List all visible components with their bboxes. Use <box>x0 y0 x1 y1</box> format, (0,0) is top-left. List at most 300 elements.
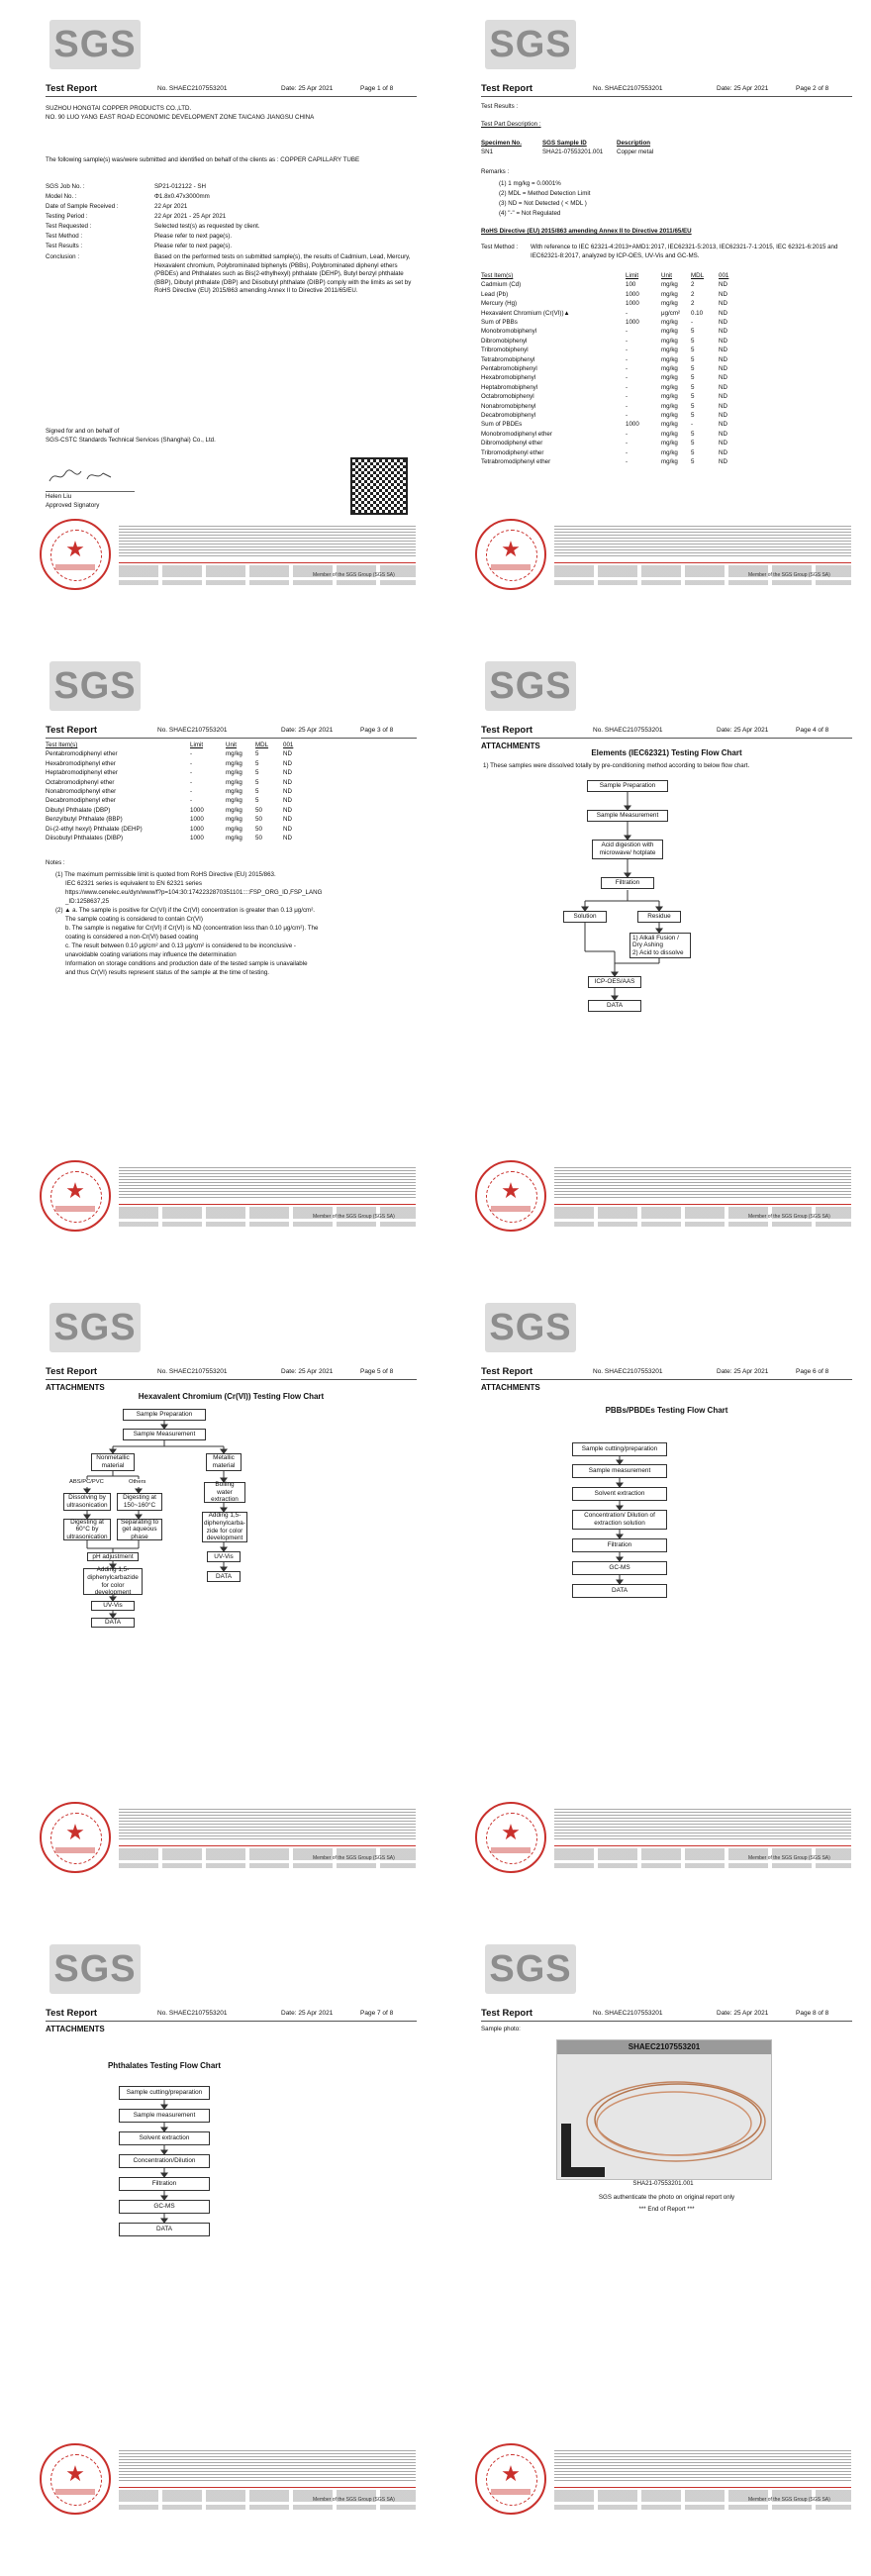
report-number: No. SHAEC2107553201 <box>593 2010 663 2017</box>
table-cell: 1000 <box>190 835 204 842</box>
table-row <box>481 383 852 392</box>
table-cell: Hexabromodiphenyl ether <box>46 759 116 767</box>
table-cell: mg/kg <box>661 402 678 410</box>
table-cell: mg/kg <box>661 365 678 372</box>
table-cell: Octabromodiphenyl ether <box>46 778 115 786</box>
table-cell: ND <box>719 300 727 308</box>
table-cell: mg/kg <box>226 750 242 758</box>
signatory-name: Helen Liu <box>46 493 72 500</box>
table-cell: - <box>626 393 629 401</box>
page-footer <box>40 2443 421 2523</box>
note-line: (1) The maximum permissible limit is quoted from RoHS Directive (EU) 2015/863. <box>55 871 276 878</box>
table-cell: Sum of PBDEs <box>481 421 523 429</box>
report-page-2 <box>461 0 867 624</box>
table-cell: 1000 <box>190 816 204 824</box>
table-row <box>481 309 852 318</box>
note-line: _ID:1258637,25 <box>65 898 110 905</box>
table-cell: mg/kg <box>226 778 242 786</box>
column-header: MDL <box>255 742 269 748</box>
table-cell: ND <box>719 290 727 298</box>
table-cell: ND <box>283 769 292 777</box>
end-of-report: *** End of Report *** <box>638 2206 695 2213</box>
table-cell: - <box>626 448 629 456</box>
table-cell: 5 <box>691 328 695 336</box>
table-cell: ND <box>283 797 292 805</box>
table-row <box>46 825 417 834</box>
note-line: (2) ▲ a. The sample is positive for Cr(VI) if the Cr(VI) concentration is greater than 0.13 μg/cm². <box>55 907 315 914</box>
table-cell: 5 <box>255 797 259 805</box>
table-cell: Decabromobiphenyl <box>481 412 536 419</box>
report-number: No. SHAEC2107553201 <box>593 1368 663 1375</box>
table-cell: ND <box>719 355 727 363</box>
column-header: Unit <box>661 272 673 279</box>
photo-caption: SHA21-07553201.001 <box>632 2180 694 2187</box>
table-cell: - <box>626 458 629 465</box>
column-header: Limit <box>626 272 639 279</box>
table-cell: 5 <box>691 347 695 354</box>
note-line: The sample coating is considered to contain Cr(VI) <box>65 916 203 923</box>
flow-box: DATA <box>207 1571 241 1582</box>
table-row <box>481 318 852 327</box>
table-cell: Pentabromodiphenyl ether <box>46 750 118 758</box>
remark: (3) ND = Not Detected ( < MDL ) <box>499 200 587 207</box>
table-cell: mg/kg <box>661 347 678 354</box>
page-header <box>481 2008 852 2020</box>
company-seal: ★ <box>475 1802 546 1873</box>
header-rule <box>46 738 417 739</box>
table-cell: Nonabromobiphenyl <box>481 402 536 410</box>
report-number: No. SHAEC2107553201 <box>157 727 228 734</box>
table-cell: mg/kg <box>226 825 242 833</box>
table-cell: 2 <box>691 300 695 308</box>
signed-line-2: SGS-CSTC Standards Technical Services (Shanghai) Co., Ltd. <box>46 437 216 444</box>
table-cell: Hexabromobiphenyl <box>481 374 536 382</box>
flow-box: Sample cutting/preparation <box>119 2086 210 2100</box>
table-cell: ND <box>719 337 727 345</box>
table-cell: ND <box>719 347 727 354</box>
column-header: Unit <box>226 742 238 748</box>
table-cell: 5 <box>691 383 695 391</box>
field-label: Test Method : <box>46 233 83 240</box>
page-number: Page 2 of 8 <box>796 85 829 92</box>
page-number: Page 5 of 8 <box>360 1368 394 1375</box>
sgs-member-note: Member of the SGS Group (SGS SA) <box>313 1855 395 1861</box>
table-cell: mg/kg <box>661 412 678 419</box>
column-header: Limit <box>190 742 204 748</box>
remark: (4) "-" = Not Regulated <box>499 210 561 217</box>
table-cell: mg/kg <box>661 421 678 429</box>
report-title: Test Report <box>46 2008 98 2019</box>
field-label: Test Results : <box>46 243 83 249</box>
table-cell: 0.10 <box>691 309 704 317</box>
report-number: No. SHAEC2107553201 <box>157 85 228 92</box>
report-page-8 <box>461 1925 867 2548</box>
note-line: coating is considered a non-Cr(VI) based coating <box>65 934 199 941</box>
table-cell: 5 <box>691 440 695 447</box>
table-cell: Heptabromodiphenyl ether <box>46 769 118 777</box>
table-row <box>481 337 852 346</box>
flow-box: Residue <box>637 911 681 923</box>
results-table <box>46 741 417 849</box>
table-cell: 5 <box>255 750 259 758</box>
table-cell: mg/kg <box>226 769 242 777</box>
table-cell: ND <box>719 328 727 336</box>
table-cell: ND <box>719 440 727 447</box>
table-cell: 5 <box>255 788 259 795</box>
flow-box: UV-Vis <box>91 1601 135 1611</box>
flow-box: Sample Measurement <box>587 810 668 822</box>
table-cell: Benzylbutyl Phthalate (BBP) <box>46 816 123 824</box>
page-number: Page 6 of 8 <box>796 1368 829 1375</box>
table-cell: 5 <box>691 430 695 438</box>
company-seal: ★ <box>475 2443 546 2515</box>
flow-box: Adding 1,5-diphenylcarbazide for color development <box>83 1568 143 1595</box>
table-cell: - <box>190 759 193 767</box>
report-number: No. SHAEC2107553201 <box>593 85 663 92</box>
attachments-heading: ATTACHMENTS <box>481 1383 540 1392</box>
flow-box: UV-Vis <box>207 1551 241 1562</box>
table-cell: Mercury (Hg) <box>481 300 518 308</box>
header-rule <box>481 96 852 97</box>
table-cell: 50 <box>255 816 262 824</box>
report-title: Test Report <box>481 725 533 736</box>
table-row <box>481 402 852 411</box>
table-cell: 1000 <box>190 806 204 814</box>
sgs-member-note: Member of the SGS Group (SGS SA) <box>748 1855 830 1861</box>
report-date: Date: 25 Apr 2021 <box>717 2010 769 2017</box>
flow-box: DATA <box>119 2223 210 2236</box>
table-row <box>46 815 417 824</box>
table-row <box>46 796 417 805</box>
table-row <box>481 411 852 420</box>
table-row <box>481 439 852 447</box>
table-row <box>481 392 852 401</box>
report-date: Date: 25 Apr 2021 <box>717 85 769 92</box>
flow-box: Sample cutting/preparation <box>572 1442 667 1456</box>
attachments-heading: ATTACHMENTS <box>46 2025 105 2033</box>
table-cell: 5 <box>691 355 695 363</box>
table-cell: 1000 <box>626 290 639 298</box>
table-cell: mg/kg <box>661 458 678 465</box>
flow-box: ICP-OES/AAS <box>588 976 641 988</box>
signed-line-1: Signed for and on behalf of <box>46 428 120 435</box>
col-header: Description <box>617 140 651 147</box>
table-row <box>481 448 852 457</box>
page-footer <box>475 519 856 598</box>
sgs-logo: SGS <box>49 1303 141 1352</box>
table-cell: Octabromobiphenyl <box>481 393 534 401</box>
authenticate-note: SGS authenticate the photo on original report only <box>598 2194 735 2201</box>
table-cell: - <box>626 347 629 354</box>
table-cell: 5 <box>691 365 695 372</box>
table-cell: mg/kg <box>661 300 678 308</box>
sgs-logo: SGS <box>485 20 576 69</box>
sample-photo <box>556 2039 772 2180</box>
sgs-logo: SGS <box>485 661 576 711</box>
table-cell: 5 <box>255 759 259 767</box>
table-row <box>481 430 852 439</box>
report-page-5 <box>26 1283 432 1907</box>
table-cell: 5 <box>691 374 695 382</box>
signature-rule <box>46 491 135 492</box>
header-rule <box>481 2021 852 2022</box>
page-header <box>46 725 417 737</box>
page-number: Page 1 of 8 <box>360 85 394 92</box>
table-cell: Tribromobiphenyl <box>481 347 529 354</box>
report-date: Date: 25 Apr 2021 <box>717 1368 769 1375</box>
company-seal: ★ <box>40 1802 111 1873</box>
header-rule <box>46 96 417 97</box>
column-header: Test Item(s) <box>481 272 514 279</box>
client-address: NO. 90 LUO YANG EAST ROAD ECONOMIC DEVELOPMENT ZONE TAICANG JIANGSU CHINA <box>46 114 315 121</box>
flow-box: Concentration/Dilution <box>119 2154 210 2168</box>
col-header: SGS Sample ID <box>542 140 587 147</box>
table-row <box>46 778 417 787</box>
table-cell: 2 <box>691 281 695 289</box>
flow-box: pH adjustment <box>87 1552 139 1561</box>
note-line: https://www.cenelec.eu/dyn/www/f?p=104:30:1742232870351101::::FSP_ORG_ID,FSP_LANG <box>65 889 323 896</box>
table-cell: 5 <box>691 448 695 456</box>
table-cell: ND <box>719 309 727 317</box>
flow-box: Digesting at 60°C by ultrasonication <box>63 1519 111 1540</box>
page-footer <box>475 2443 856 2523</box>
flow-box: Solution <box>563 911 607 923</box>
table-cell: - <box>190 797 193 805</box>
sgs-member-note: Member of the SGS Group (SGS SA) <box>748 572 830 578</box>
client-company: SUZHOU HONGTAI COPPER PRODUCTS CO.,LTD. <box>46 105 192 112</box>
table-cell: 5 <box>691 393 695 401</box>
company-seal: ★ <box>40 519 111 590</box>
sgs-logo: SGS <box>485 1944 576 1994</box>
table-row <box>481 280 852 289</box>
page-footer <box>40 519 421 598</box>
table-cell: 1000 <box>626 300 639 308</box>
sample-intro: The following sample(s) was/were submitted and identified on behalf of the clients as : COPPER CAPILLARY TUBE <box>46 156 360 163</box>
field-value: Please refer to next page(s). <box>154 243 233 249</box>
page-footer <box>40 1160 421 1239</box>
table-cell: ND <box>719 383 727 391</box>
sgs-member-note: Member of the SGS Group (SGS SA) <box>748 1214 830 1220</box>
table-cell: ND <box>719 458 727 465</box>
photo-label: SHAEC2107553201 <box>628 2042 701 2051</box>
report-title: Test Report <box>481 1366 533 1377</box>
table-cell: Sum of PBBs <box>481 319 518 326</box>
company-seal: ★ <box>475 519 546 590</box>
flow-box: Digesting at 150~160°C <box>117 1493 162 1511</box>
report-title: Test Report <box>481 83 533 94</box>
table-cell: mg/kg <box>226 816 242 824</box>
table-cell: 5 <box>691 337 695 345</box>
report-title: Test Report <box>46 1366 98 1377</box>
report-date: Date: 25 Apr 2021 <box>717 727 769 734</box>
footer-disclaimer <box>119 525 416 558</box>
attachments-heading: ATTACHMENTS <box>46 1383 105 1392</box>
results-table <box>481 271 852 469</box>
table-cell: ND <box>719 430 727 438</box>
note-line: IEC 62321 series is equivalent to EN 62321 series <box>65 880 202 887</box>
sgs-member-note: Member of the SGS Group (SGS SA) <box>313 2497 395 2503</box>
note-line: Information on storage conditions and production date of the tested sample is unavailable <box>65 960 308 967</box>
flow-box: Metallic material <box>206 1453 242 1471</box>
table-cell: - <box>626 440 629 447</box>
flow-chart-title: Phthalates Testing Flow Chart <box>107 2061 222 2070</box>
table-row <box>481 457 852 466</box>
flow-box: Filtration <box>572 1538 667 1552</box>
table-cell: Monobromodiphenyl ether <box>481 430 552 438</box>
conclusion-text: Based on the performed tests on submitted sample(s), the results of Cadmium, Lead, Mercury, Hexavalent chromium, Polybrominated biphenyls (PBBs), Polybrominated diphenyl ethers (PBDEs) and Phthalates such as Bis(2-ethylhexyl) phthalate (DEHP), Butyl benzyl phthalate (BBP), Dibutyl phthalate (DBP) and Diisobutyl phthalate (DIBP) comply with the limits as set by RoHS Directive (EU) 2015/863 amending Annex II to Directive 2011/65/EU. <box>154 253 412 295</box>
table-header-row <box>481 271 852 280</box>
flow-box: DATA <box>588 1000 641 1012</box>
sgs-member-note: Member of the SGS Group (SGS SA) <box>313 572 395 578</box>
table-cell: 100 <box>626 281 636 289</box>
company-seal: ★ <box>40 1160 111 1232</box>
table-cell: ND <box>719 281 727 289</box>
remark: (1) 1 mg/kg = 0.0001% <box>499 180 561 187</box>
table-row <box>481 299 852 308</box>
remarks-label: Remarks : <box>481 168 510 175</box>
table-cell: ND <box>719 412 727 419</box>
table-cell: 50 <box>255 825 262 833</box>
report-date: Date: 25 Apr 2021 <box>281 727 334 734</box>
table-cell: ND <box>283 816 292 824</box>
report-page-7 <box>26 1925 432 2548</box>
table-cell: mg/kg <box>226 835 242 842</box>
report-date: Date: 25 Apr 2021 <box>281 2010 334 2017</box>
sgs-member-note: Member of the SGS Group (SGS SA) <box>313 1214 395 1220</box>
branch-label: Others <box>129 1479 146 1485</box>
table-row <box>481 355 852 364</box>
flow-box: DATA <box>91 1618 135 1628</box>
table-cell: 5 <box>691 412 695 419</box>
table-cell: mg/kg <box>661 290 678 298</box>
table-cell: ND <box>283 788 292 795</box>
flow-box: Sample Preparation <box>587 780 668 792</box>
notes-label: Notes : <box>46 859 65 866</box>
column-header: MDL <box>691 272 705 279</box>
flow-box: GC-MS <box>572 1561 667 1575</box>
table-cell: - <box>190 778 193 786</box>
table-cell: - <box>691 319 694 326</box>
flow-box: 1) Alkali Fusion / Dry Ashing 2) Acid to dissolve <box>629 933 691 958</box>
table-cell: Tribromodiphenyl ether <box>481 448 544 456</box>
company-seal: ★ <box>40 2443 111 2515</box>
field-value: 22 Apr 2021 <box>154 203 188 210</box>
table-cell: - <box>190 769 193 777</box>
table-row <box>481 420 852 429</box>
flow-box: Acid digestion with microwave/ hotplate <box>592 840 663 859</box>
table-cell: - <box>626 309 629 317</box>
flow-box: DATA <box>572 1584 667 1598</box>
table-cell: - <box>626 355 629 363</box>
table-cell: 1000 <box>626 421 639 429</box>
table-cell: Heptabromobiphenyl <box>481 383 538 391</box>
table-cell: ND <box>719 365 727 372</box>
sgs-logo: SGS <box>49 1944 141 1994</box>
table-cell: - <box>626 374 629 382</box>
table-cell: mg/kg <box>661 374 678 382</box>
table-row <box>46 749 417 758</box>
table-cell: Tetrabromobiphenyl <box>481 355 535 363</box>
column-header: 001 <box>719 272 729 279</box>
table-cell: Dibromobiphenyl <box>481 337 528 345</box>
branch-label: ABS/PC/PVC <box>69 1479 104 1485</box>
page-footer <box>475 1802 856 1881</box>
table-cell: Di-(2-ethyl hexyl) Phthalate (DEHP) <box>46 825 143 833</box>
table-header-row <box>46 741 417 749</box>
table-row <box>46 834 417 842</box>
table-cell: ND <box>283 825 292 833</box>
table-row <box>46 806 417 815</box>
table-cell: ND <box>283 835 292 842</box>
flow-box: Boiling water extraction <box>204 1482 245 1503</box>
table-cell: - <box>691 421 694 429</box>
table-cell: ND <box>719 393 727 401</box>
page-number: Page 4 of 8 <box>796 727 829 734</box>
table-cell: 5 <box>255 769 259 777</box>
rohs-title: RoHS Directive (EU) 2015/863 amending Annex II to Directive 2011/65/EU <box>481 228 692 235</box>
flow-box: Concentration/ Dilution of extraction solution <box>572 1510 667 1530</box>
table-cell: μg/cm² <box>661 309 681 317</box>
table-cell: Tetrabromodiphenyl ether <box>481 458 551 465</box>
report-title: Test Report <box>46 83 98 94</box>
table-cell: ND <box>719 374 727 382</box>
table-row <box>481 373 852 382</box>
results-label: Test Results : <box>481 103 519 110</box>
report-number: No. SHAEC2107553201 <box>157 2010 228 2017</box>
table-cell: - <box>190 788 193 795</box>
table-row <box>481 364 852 373</box>
note-line: c. The result between 0.10 μg/cm² and 0.13 μg/cm² is considered to be inconclusive - <box>65 942 296 949</box>
table-cell: ND <box>283 778 292 786</box>
column-header: Test Item(s) <box>46 742 78 748</box>
col-header: Specimen No. <box>481 140 522 147</box>
table-cell: Diisobutyl Phthalates (DIBP) <box>46 835 124 842</box>
report-date: Date: 25 Apr 2021 <box>281 1368 334 1375</box>
note-line: b. The sample is negative for Cr(VI) if Cr(VI) is ND (concentration less than 0.10 μg/cm²). The <box>65 925 319 932</box>
sample-photo-label: Sample photo: <box>481 2026 521 2032</box>
sgs-logo: SGS <box>49 661 141 711</box>
table-cell: Decabromodiphenyl ether <box>46 797 116 805</box>
table-cell: - <box>626 430 629 438</box>
report-page-4 <box>461 642 867 1265</box>
flow-box: Sample Measurement <box>123 1429 206 1440</box>
field-label: Model No. : <box>46 193 77 200</box>
table-cell: Monobromobiphenyl <box>481 328 537 336</box>
signature <box>48 465 117 487</box>
table-cell: mg/kg <box>226 797 242 805</box>
table-cell: Hexavalent Chromium (Cr(VI))▲ <box>481 309 570 317</box>
method-label: Test Method : <box>481 244 519 250</box>
table-cell: 50 <box>255 835 262 842</box>
table-row <box>46 759 417 768</box>
conclusion-label: Conclusion : <box>46 253 80 260</box>
field-value: 22 Apr 2021 - 25 Apr 2021 <box>154 213 227 220</box>
flow-box: Filtration <box>601 877 654 889</box>
table-cell: mg/kg <box>661 393 678 401</box>
table-cell: 1000 <box>190 825 204 833</box>
method-text: With reference to IEC 62321-4:2013+AMD1:2017, IEC62321-5:2013, IEC62321-7-1:2015, IEC 62321-6:2015 and IEC62321-8:2017, analyzed by ICP-OES, UV-Vis and GC-MS. <box>531 244 838 259</box>
report-number: No. SHAEC2107553201 <box>593 727 663 734</box>
table-cell: mg/kg <box>226 759 242 767</box>
table-cell: Lead (Pb) <box>481 290 509 298</box>
field-value: Φ1.8x0.47x3000mm <box>154 193 210 200</box>
report-title: Test Report <box>481 2008 533 2019</box>
table-cell: ND <box>719 319 727 326</box>
table-cell: Nonabromodiphenyl ether <box>46 788 117 795</box>
field-label: SGS Job No. : <box>46 183 85 190</box>
table-cell: Dibromodiphenyl ether <box>481 440 543 447</box>
field-value: SP21-012122 - SH <box>154 183 206 190</box>
